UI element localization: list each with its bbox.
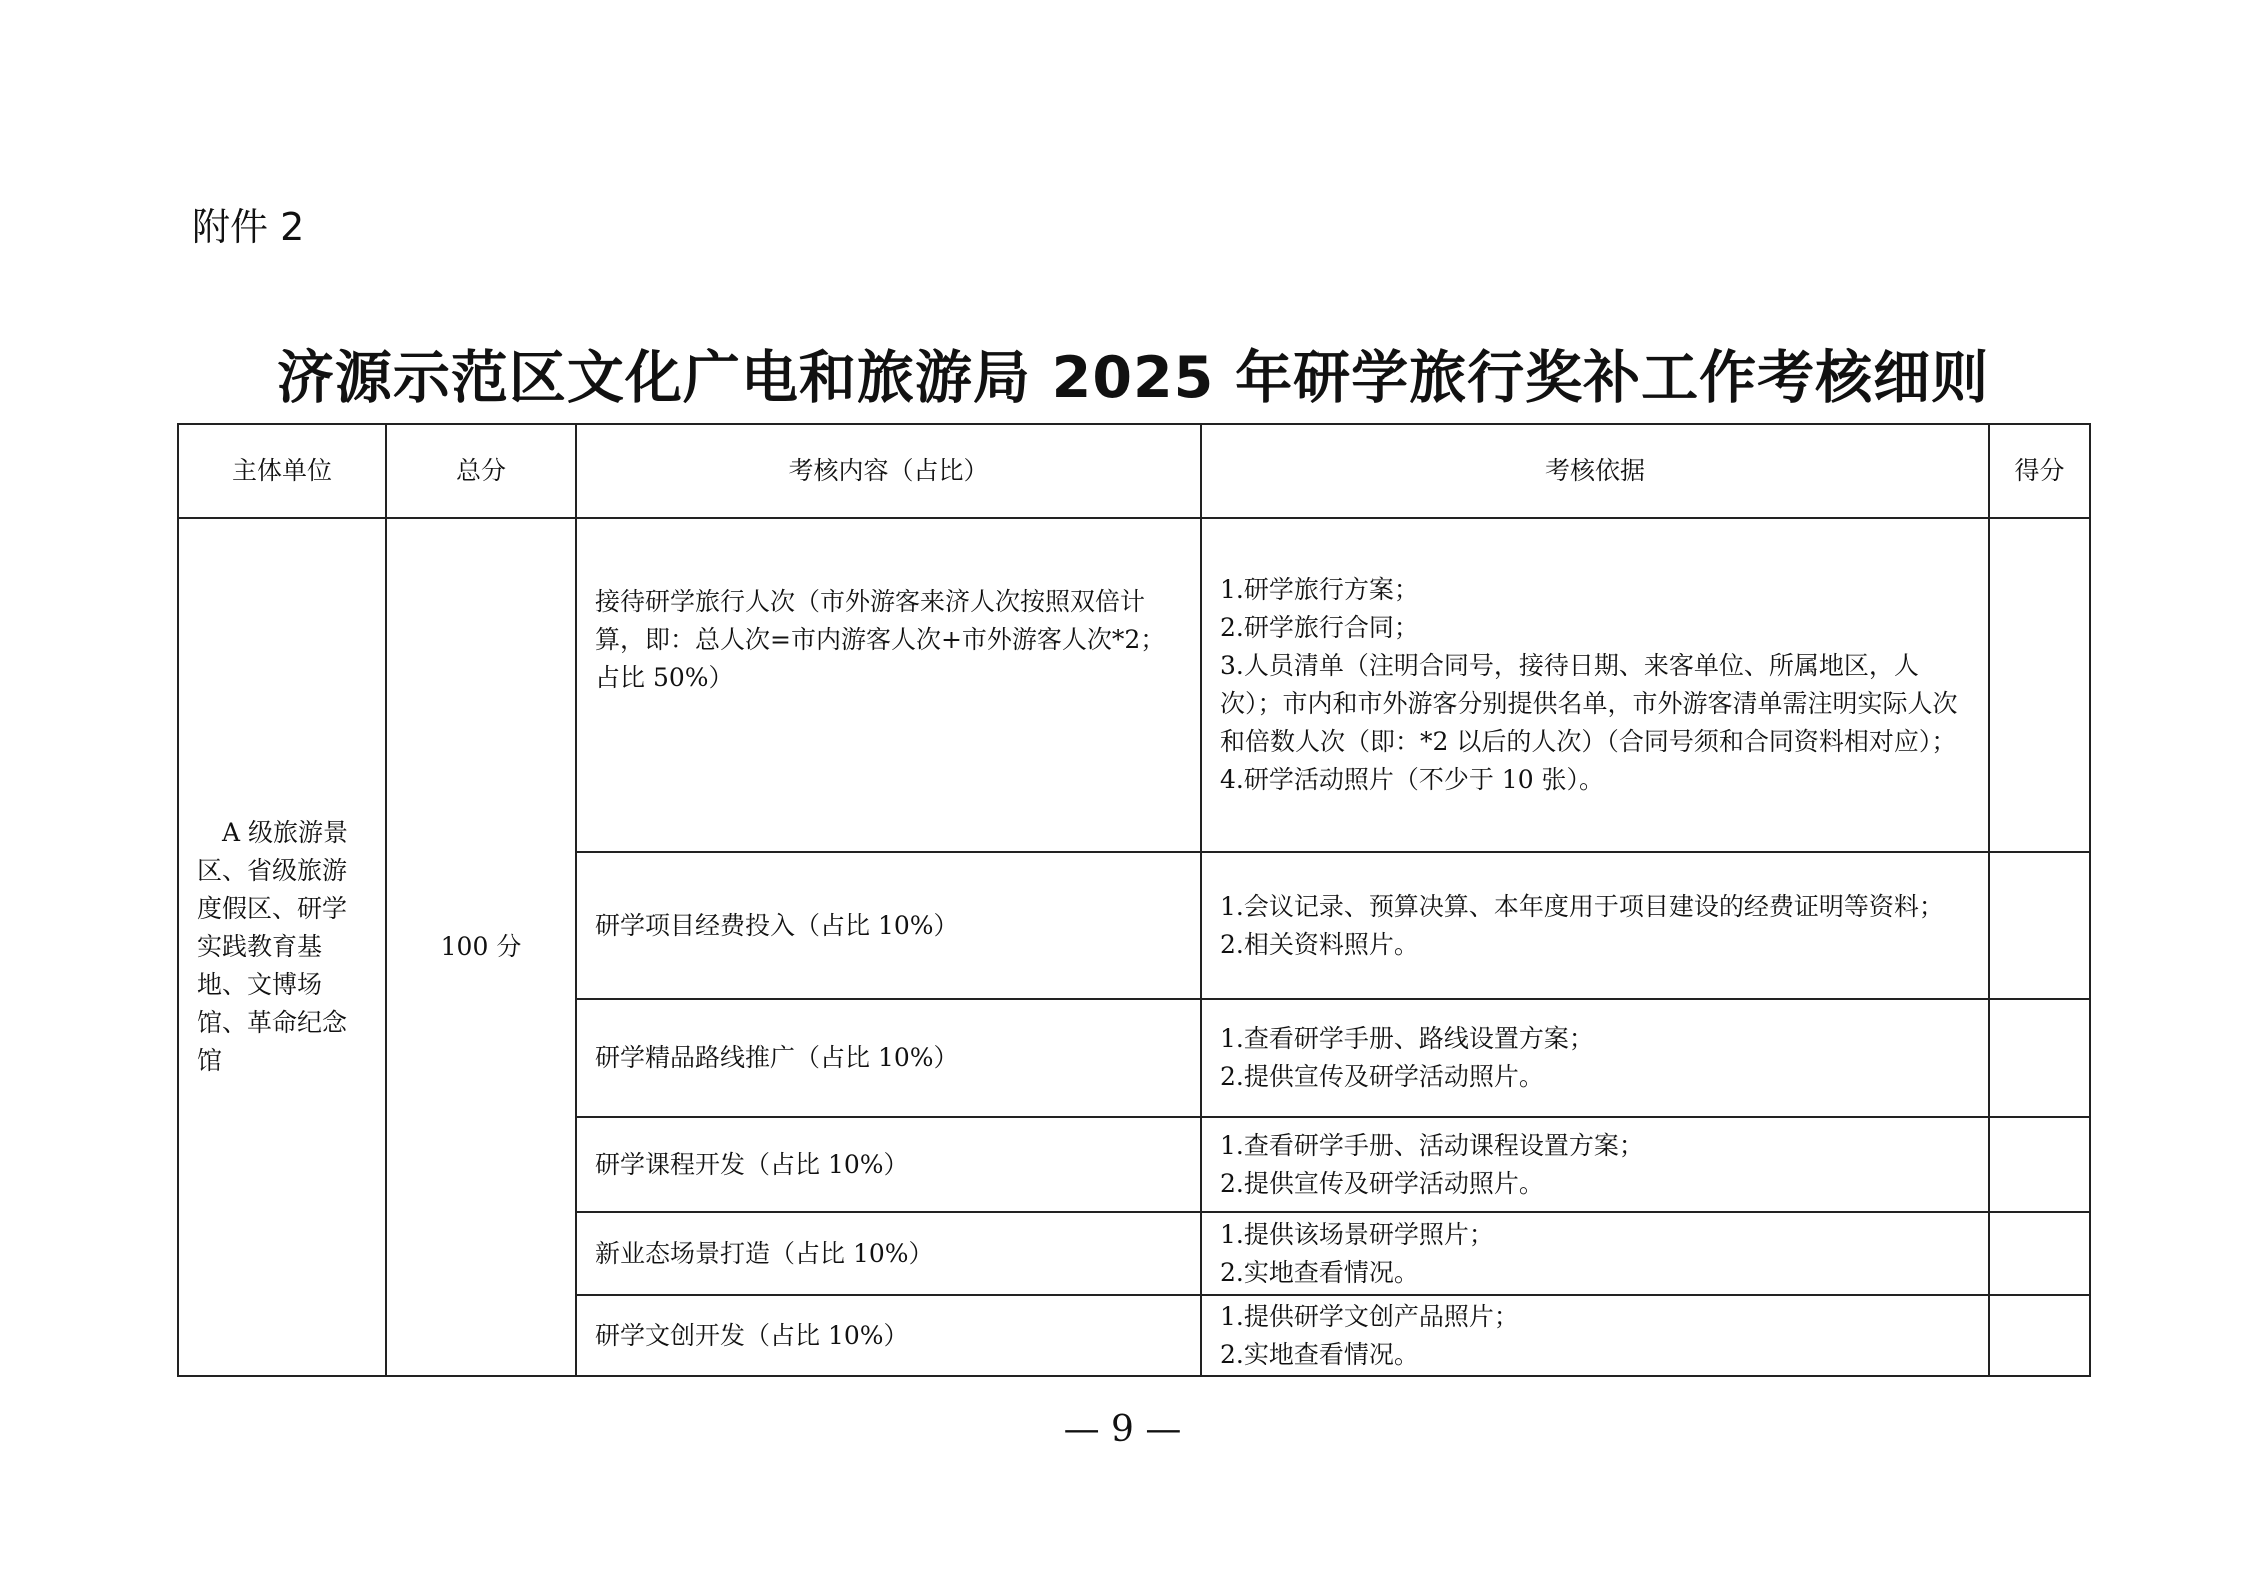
content-cell: 研学精品路线推广（占比 10%） <box>576 999 1201 1117</box>
basis-cell <box>1201 1212 1989 1295</box>
basis-line: 2.实地查看情况。 <box>1220 1339 1419 1369</box>
basis-cell <box>1201 999 1989 1117</box>
page-number: — 9 — <box>1063 1409 1182 1450</box>
score-cell[interactable] <box>1989 1117 2090 1212</box>
attachment-label: 附件 2 <box>192 205 305 249</box>
basis-line: 2.实地查看情况。 <box>1220 1257 1419 1287</box>
header-assessment-basis: 考核依据 <box>1201 424 1989 518</box>
content-cell: 接待研学旅行人次（市外游客来济人次按照双倍计算，即：总人次=市内游客人次+市外游客人次*2；占比 50%） <box>576 518 1201 852</box>
basis-line: 3.人员清单（注明合同号，接待日期、来客单位、所属地区，人次）；市内和市外游客分别提供名单，市外游客清单需注明实际人次和倍数人次（即：*2 以后的人次）（合同号须和合同资料相对应）； <box>1220 651 1958 756</box>
content-cell: 研学项目经费投入（占比 10%） <box>576 852 1201 999</box>
basis-line: 2.提供宣传及研学活动照片。 <box>1220 1168 1544 1198</box>
basis-cell <box>1201 1295 1989 1376</box>
content-cell: 研学课程开发（占比 10%） <box>576 1117 1201 1212</box>
score-cell[interactable] <box>1989 852 2090 999</box>
score-cell[interactable] <box>1989 1295 2090 1376</box>
basis-line: 1.提供该场景研学照片； <box>1220 1219 1494 1249</box>
basis-cell <box>1201 852 1989 999</box>
basis-line: 1.查看研学手册、活动课程设置方案； <box>1220 1130 1644 1160</box>
assessment-table <box>177 423 2091 1377</box>
basis-line: 1.会议记录、预算决算、本年度用于项目建设的经费证明等资料； <box>1220 891 1944 921</box>
score-cell[interactable] <box>1989 1212 2090 1295</box>
document-title: 济源示范区文化广电和旅游局 2025 年研学旅行奖补工作考核细则 <box>276 345 1990 411</box>
content-cell: 新业态场景打造（占比 10%） <box>576 1212 1201 1295</box>
basis-line: 4.研学活动照片（不少于 10 张）。 <box>1220 765 1605 794</box>
basis-line: 2.研学旅行合同； <box>1220 613 1419 642</box>
basis-line: 1.查看研学手册、路线设置方案； <box>1220 1024 1594 1053</box>
subject-unit-text: A 级旅游景区、省级旅游度假区、研学实践教育基地、文博场馆、革命纪念馆 <box>197 818 349 1075</box>
total-score-cell: 100 分 <box>386 518 576 1376</box>
score-cell[interactable] <box>1989 518 2090 852</box>
header-score: 得分 <box>1989 424 2090 518</box>
basis-line: 1.研学旅行方案； <box>1220 575 1419 604</box>
header-assessment-content: 考核内容（占比） <box>576 424 1201 518</box>
basis-line: 1.提供研学文创产品照片； <box>1220 1301 1519 1331</box>
basis-line: 2.相关资料照片。 <box>1220 929 1419 959</box>
header-total-score: 总分 <box>386 424 576 518</box>
score-cell[interactable] <box>1989 999 2090 1117</box>
basis-line: 2.提供宣传及研学活动照片。 <box>1220 1062 1544 1091</box>
content-cell: 研学文创开发（占比 10%） <box>576 1295 1201 1376</box>
basis-cell <box>1201 518 1989 852</box>
basis-cell <box>1201 1117 1989 1212</box>
subject-unit-cell <box>178 518 386 1376</box>
header-subject-unit: 主体单位 <box>178 424 386 518</box>
table-header-row <box>178 424 2090 518</box>
table-row <box>178 518 2090 852</box>
